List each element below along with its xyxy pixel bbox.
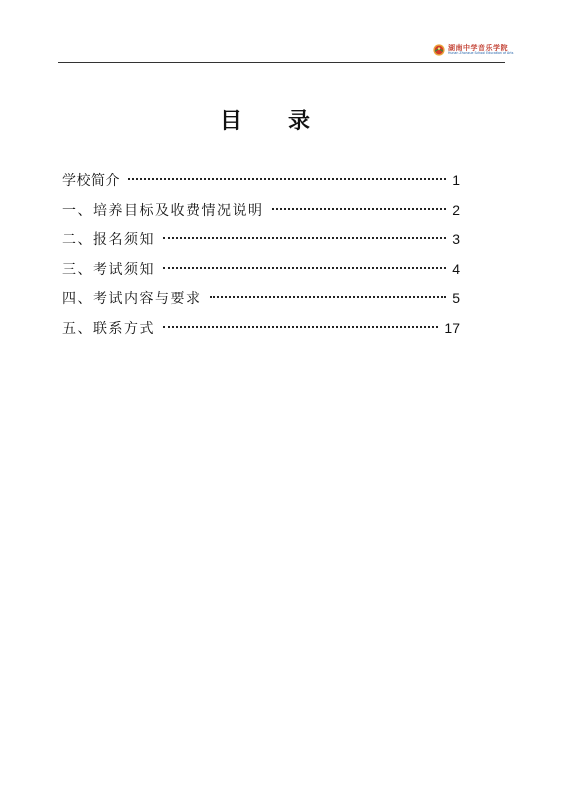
toc-dot-leader	[272, 208, 447, 210]
logo-text-block	[448, 44, 513, 55]
toc-entry-label: 二、报名须知	[62, 232, 155, 249]
toc-page-number: 17	[444, 319, 460, 336]
toc-entry-exam-content[interactable]	[62, 286, 460, 316]
header-logo	[433, 43, 514, 62]
toc-dot-leader	[163, 237, 446, 239]
toc-entry-label: 学校简介	[62, 173, 120, 189]
toc-page-number: 2	[452, 201, 460, 218]
logo-subtitle: Hunan Zhonxue School Education of Arts	[448, 51, 514, 55]
toc-entry-label: 四、考试内容与要求	[62, 291, 202, 308]
toc-dot-leader	[210, 296, 447, 298]
toc-page-number: 1	[452, 172, 460, 188]
page-title: 目录	[219, 109, 356, 134]
toc-page-number: 4	[452, 260, 460, 277]
table-of-contents	[62, 168, 460, 346]
toc-entry-label: 一、培养目标及收费情况说明	[62, 202, 264, 219]
toc-page-number: 5	[452, 290, 460, 307]
toc-entry-label: 三、考试须知	[62, 261, 155, 278]
toc-page-number: 3	[452, 231, 460, 248]
toc-entry-contact[interactable]	[62, 316, 460, 346]
toc-entry-label: 五、联系方式	[62, 320, 155, 337]
toc-dot-leader	[163, 267, 446, 269]
toc-entry-goals-fees[interactable]	[62, 198, 460, 228]
toc-dot-leader	[163, 326, 438, 328]
toc-entry-intro[interactable]	[62, 168, 460, 198]
toc-entry-exam-notice[interactable]	[62, 257, 460, 287]
header-rule	[58, 62, 505, 63]
logo-name: 湖南中学音乐学院	[448, 43, 508, 52]
toc-entry-registration[interactable]	[62, 227, 460, 257]
toc-dot-leader	[128, 178, 446, 180]
school-emblem-icon	[433, 44, 445, 56]
